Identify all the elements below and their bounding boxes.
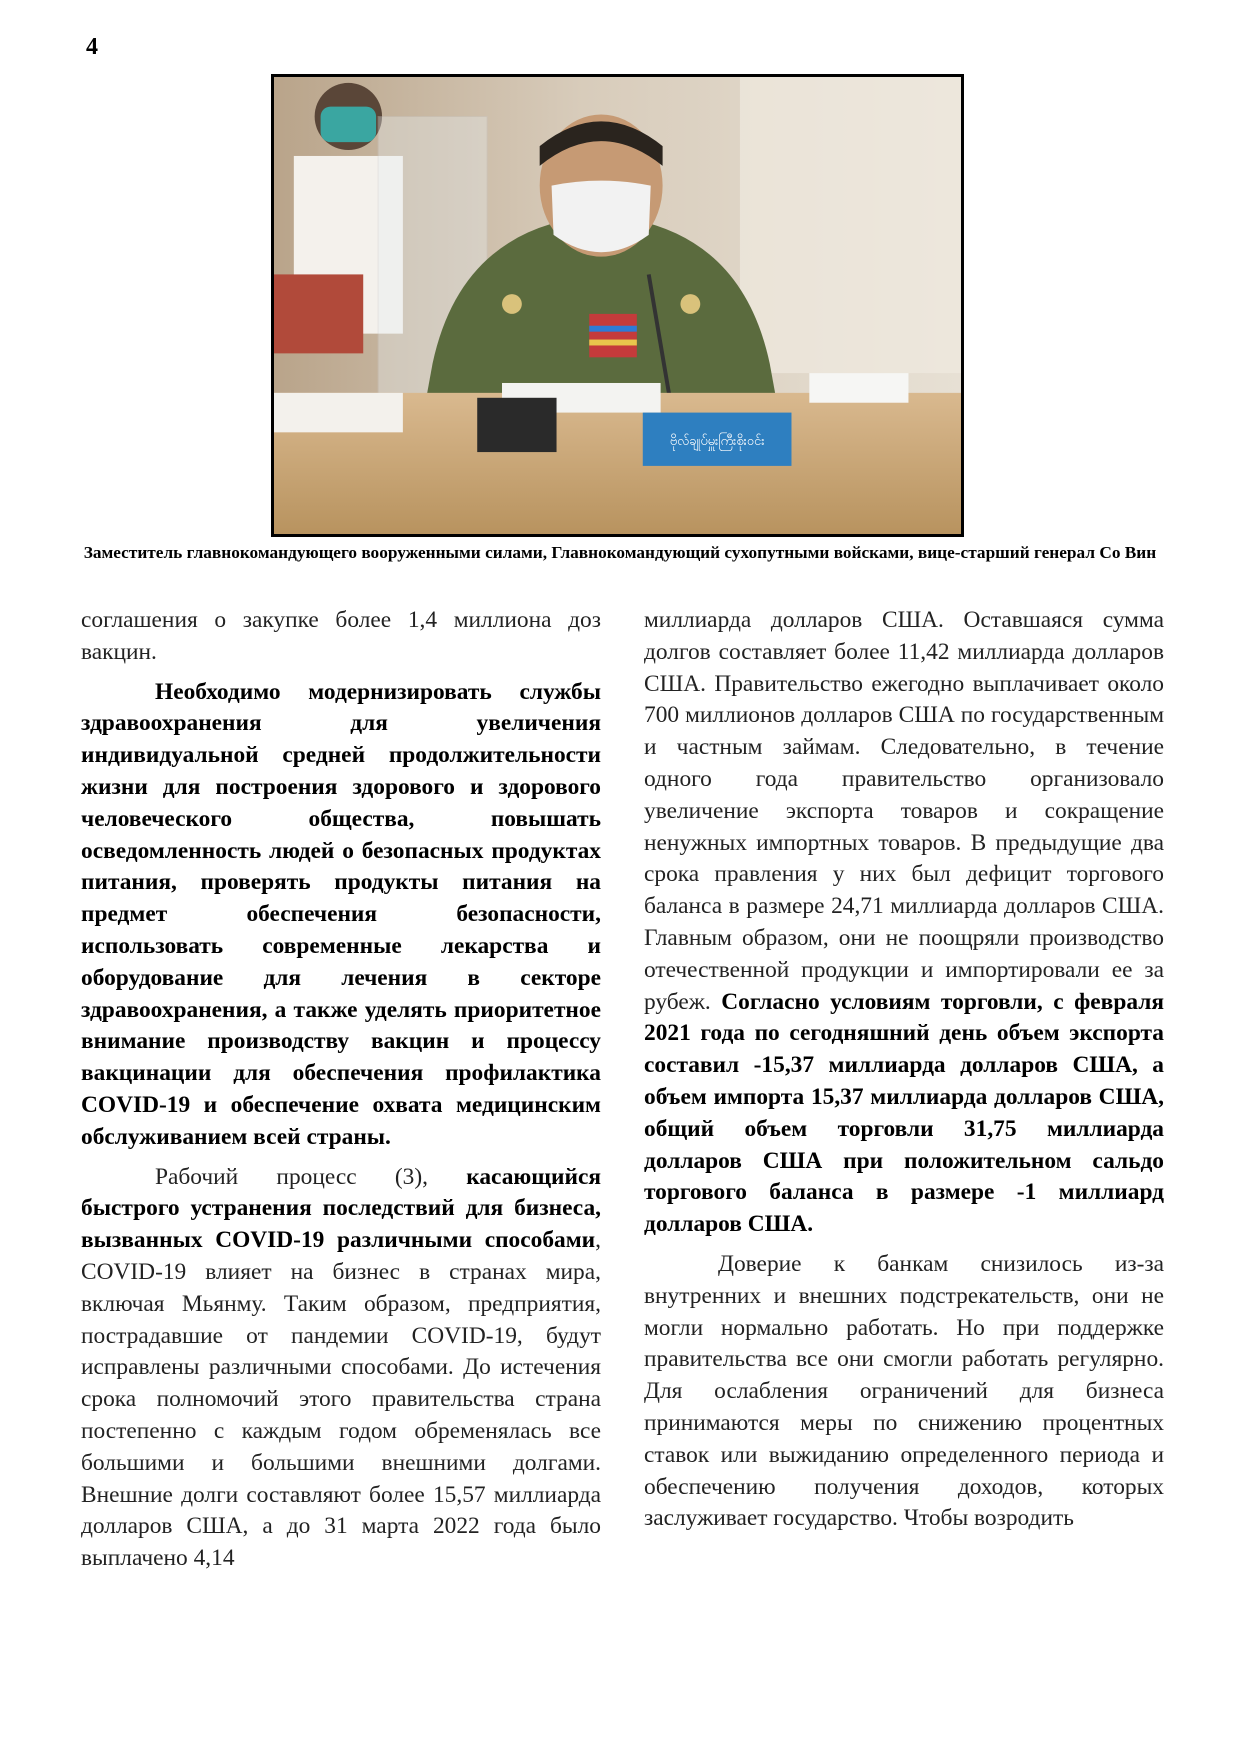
right-paragraph-1-bold: Согласно условиям торговли, с февраля 2021 года по сегодняшний день объем экспорта составил -15,37 миллиарда долларов США, а объем импорта 15,37 миллиарда долларов США, общий объем торговли 31,75 миллиарда долларов США при положительном сальдо торгового баланса в размере -1 миллиард долларов США.: [644, 988, 1165, 1238]
page-number: 4: [86, 34, 98, 60]
left-paragraph-3-bold: касающийся быстрого устранения последствий для бизнеса, вызванных COVID-19 различными способами: [81, 1163, 601, 1254]
news-photo: [271, 74, 964, 537]
left-paragraph-3-start: Рабочий процесс (3),: [155, 1163, 467, 1190]
right-paragraph-1-normal: миллиарда долларов США. Оставшаяся сумма долгов составляет более 11,42 миллиарда долларов США. Правительство ежегодно выплачивает около 700 миллионов долларов США по государственным и частным займам. Следовательно, в течение одного года правительство организовало увеличение экспорта товаров и сокращение ненужных импортных товаров. В предыдущие два срока правления у них был дефицит торгового баланса в размере 24,71 миллиарда долларов США. Главным образом, они не поощряли производство отечественной продукции и импортировали ее за рубеж.: [644, 607, 1164, 1015]
photo-caption: Заместитель главнокомандующего вооруженными силами, Главнокомандующий сухопутными войсками, вице-старший генерал Со Вин: [83, 543, 1157, 562]
left-paragraph-3: [81, 1162, 601, 1575]
left-paragraph-1: соглашения о закупке более 1,4 миллиона доз вакцин.: [81, 607, 601, 665]
photo-illustration: [274, 77, 961, 534]
left-paragraph-3-rest: , COVID-19 влияет на бизнес в странах мира, включая Мьянму. Таким образом, предприятия, пострадавшие от пандемии COVID-19, будут исправлены различными способами. До истечения срока полномочий этого правительства страна постепенно с каждым годом обременялась все большими и большими внешними долгами. Внешние долги составляют более 15,57 миллиарда долларов США, а до 31 марта 2022 года было выплачено 4,14: [81, 1227, 601, 1572]
nameplate-text: ဗိုလ်ချုပ်မှူးကြီးစိုးဝင်း: [669, 434, 765, 450]
left-paragraph-2: Необходимо модернизировать службы здравоохранения для увеличения индивидуальной средней продолжительности жизни для построения здорового и здорового человеческого общества, повышать осведомленность людей о безопасных продуктах питания, проверять продукты питания на предмет обеспечения безопасности, использовать современные лекарства и оборудование для лечения в секторе здравоохранения, а также уделять приоритетное внимание производству вакцин и процессу вакцинации для обеспечения профилактика COVID-19 и обеспечение охвата медицинским обслуживанием всей страны.: [81, 678, 601, 1150]
right-paragraph-1: [644, 605, 1164, 1241]
right-column: [644, 605, 1164, 1543]
left-column: [81, 605, 601, 1583]
right-paragraph-2: Доверие к банкам снизилось из-за внутренних и внешних подстрекательств, они не могли нормально работать. Но при поддержке правительства все они смогли работать регулярно. Для ослабления ограничений для бизнеса принимаются меры по снижению процентных ставок или выжиданию определенного периода и обеспечению получения доходов, которых заслуживает государство. Чтобы возродить: [644, 1250, 1164, 1532]
